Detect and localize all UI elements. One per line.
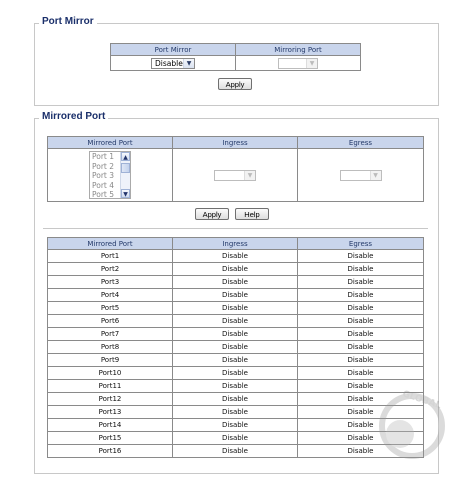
table-row bbox=[48, 328, 424, 341]
help-button[interactable]: Help bbox=[235, 208, 269, 220]
mirroring-port-header: Mirroring Port bbox=[236, 44, 361, 56]
egress-cell: Disable bbox=[298, 419, 424, 432]
port-cell: Port6 bbox=[48, 315, 173, 328]
port-cell: Port13 bbox=[48, 406, 173, 419]
port-cell: Port3 bbox=[48, 276, 173, 289]
ingress-cell: Disable bbox=[173, 250, 298, 263]
ingress-cell: Disable bbox=[173, 419, 298, 432]
status-rows bbox=[48, 250, 424, 458]
port-cell: Port8 bbox=[48, 341, 173, 354]
port-option[interactable]: Port 1 bbox=[92, 152, 115, 161]
port-option[interactable]: Port 5 bbox=[92, 190, 115, 199]
scrollbar-thumb[interactable] bbox=[121, 163, 130, 173]
chevron-down-icon: ▼ bbox=[306, 59, 317, 68]
ingress-cell: Disable bbox=[173, 380, 298, 393]
egress-cell: Disable bbox=[298, 432, 424, 445]
egress-cell: Disable bbox=[298, 354, 424, 367]
chevron-up-icon[interactable]: ▲ bbox=[121, 152, 130, 161]
config-mirrored-port-header: Mirrored Port bbox=[48, 137, 173, 149]
chevron-down-icon: ▼ bbox=[244, 171, 255, 180]
port-mirror-select-value: Disable bbox=[155, 58, 183, 68]
egress-cell: Disable bbox=[298, 289, 424, 302]
mirrored-port-legend: Mirrored Port bbox=[39, 111, 108, 122]
egress-cell: Disable bbox=[298, 276, 424, 289]
table-row bbox=[48, 367, 424, 380]
ingress-cell: Disable bbox=[173, 354, 298, 367]
status-ingress-header: Ingress bbox=[173, 238, 298, 250]
mirrored-port-apply-button[interactable]: Apply bbox=[195, 208, 229, 220]
ingress-cell: Disable bbox=[173, 445, 298, 458]
ingress-cell: Disable bbox=[173, 276, 298, 289]
egress-cell: Disable bbox=[298, 445, 424, 458]
table-row bbox=[48, 341, 424, 354]
chevron-down-icon: ▼ bbox=[370, 171, 381, 180]
table-row bbox=[48, 302, 424, 315]
watermark-text: GLOBAL bbox=[401, 389, 443, 412]
egress-cell: Disable bbox=[298, 263, 424, 276]
table-row bbox=[48, 250, 424, 263]
ingress-cell: Disable bbox=[173, 406, 298, 419]
ingress-cell: Disable bbox=[173, 302, 298, 315]
mirroring-port-select[interactable] bbox=[278, 58, 318, 69]
ingress-select[interactable] bbox=[214, 170, 256, 181]
ingress-cell: Disable bbox=[173, 289, 298, 302]
egress-select[interactable] bbox=[340, 170, 382, 181]
table-row bbox=[48, 432, 424, 445]
status-egress-header: Egress bbox=[298, 238, 424, 250]
section-divider bbox=[43, 228, 428, 229]
port-mirror-header: Port Mirror bbox=[111, 44, 236, 56]
port-cell: Port2 bbox=[48, 263, 173, 276]
ingress-cell: Disable bbox=[173, 432, 298, 445]
port-option[interactable]: Port 3 bbox=[92, 171, 115, 180]
table-row bbox=[48, 419, 424, 432]
port-cell: Port7 bbox=[48, 328, 173, 341]
egress-cell: Disable bbox=[298, 380, 424, 393]
status-mirrored-port-header: Mirrored Port bbox=[48, 238, 173, 250]
port-cell: Port4 bbox=[48, 289, 173, 302]
config-egress-header: Egress bbox=[298, 137, 424, 149]
ingress-cell: Disable bbox=[173, 393, 298, 406]
port-cell: Port16 bbox=[48, 445, 173, 458]
port-cell: Port12 bbox=[48, 393, 173, 406]
mirrored-port-status-table bbox=[47, 237, 424, 458]
ingress-cell: Disable bbox=[173, 263, 298, 276]
table-row bbox=[48, 380, 424, 393]
table-row bbox=[48, 276, 424, 289]
mirrored-port-config-table bbox=[47, 136, 424, 202]
ingress-cell: Disable bbox=[173, 328, 298, 341]
port-cell: Port9 bbox=[48, 354, 173, 367]
egress-cell: Disable bbox=[298, 328, 424, 341]
egress-cell: Disable bbox=[298, 250, 424, 263]
port-cell: Port14 bbox=[48, 419, 173, 432]
port-cell: Port10 bbox=[48, 367, 173, 380]
egress-cell: Disable bbox=[298, 393, 424, 406]
port-mirror-legend: Port Mirror bbox=[39, 16, 97, 27]
chevron-down-icon: ▼ bbox=[183, 59, 194, 68]
egress-cell: Disable bbox=[298, 315, 424, 328]
port-mirror-select[interactable] bbox=[151, 58, 195, 69]
ingress-cell: Disable bbox=[173, 315, 298, 328]
table-row bbox=[48, 289, 424, 302]
mirrored-port-listbox[interactable] bbox=[89, 151, 131, 199]
port-cell: Port15 bbox=[48, 432, 173, 445]
egress-cell: Disable bbox=[298, 367, 424, 380]
ingress-cell: Disable bbox=[173, 367, 298, 380]
table-row bbox=[48, 263, 424, 276]
port-option[interactable]: Port 2 bbox=[92, 161, 115, 171]
egress-cell: Disable bbox=[298, 341, 424, 354]
table-row bbox=[48, 445, 424, 458]
table-row bbox=[48, 406, 424, 419]
chevron-down-icon[interactable]: ▼ bbox=[121, 189, 130, 198]
egress-cell: Disable bbox=[298, 302, 424, 315]
port-mirror-apply-button[interactable]: Apply bbox=[218, 78, 252, 90]
egress-cell: Disable bbox=[298, 406, 424, 419]
config-ingress-header: Ingress bbox=[173, 137, 298, 149]
table-row bbox=[48, 315, 424, 328]
table-row bbox=[48, 393, 424, 406]
ingress-cell: Disable bbox=[173, 341, 298, 354]
port-cell: Port11 bbox=[48, 380, 173, 393]
port-cell: Port1 bbox=[48, 250, 173, 263]
port-mirror-table bbox=[110, 43, 361, 71]
listbox-scrollbar[interactable] bbox=[120, 152, 130, 198]
port-cell: Port5 bbox=[48, 302, 173, 315]
port-option[interactable]: Port 4 bbox=[92, 180, 115, 190]
table-row bbox=[48, 354, 424, 367]
